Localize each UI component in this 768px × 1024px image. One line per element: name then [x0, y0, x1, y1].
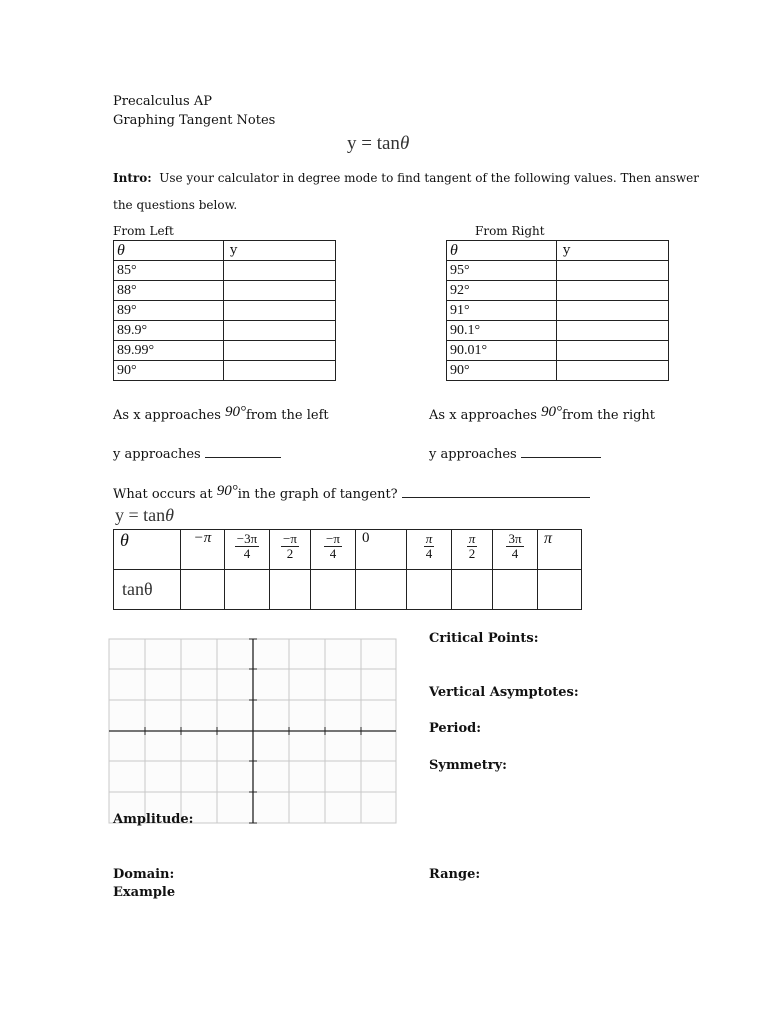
tan-row [114, 570, 582, 610]
frac-den: 2 [286, 546, 294, 561]
intro-line-1 [113, 171, 699, 185]
left-col-y: y [224, 241, 336, 261]
frac-den: 4 [329, 546, 337, 561]
course-title: Precalculus AP [113, 94, 212, 109]
right-theta-cell: 90° [447, 361, 557, 381]
left-limit-prefix: As x approaches [113, 408, 225, 423]
theta-col-3pi-4 [493, 530, 538, 570]
tan-row-label: tanθ [114, 570, 181, 610]
right-approaches-blank[interactable] [521, 445, 601, 458]
theta-col-neg-pi-4 [311, 530, 356, 570]
vertical-asymptotes-label: Vertical Asymptotes: [429, 685, 579, 700]
equation-var: θ [399, 133, 410, 154]
question-answer-blank[interactable] [402, 485, 590, 498]
left-y-cell[interactable] [224, 341, 336, 361]
question-prefix: What occurs at [113, 487, 217, 502]
right-col-y: y [557, 241, 669, 261]
right-approaches [429, 445, 601, 462]
frac-num: −π [326, 531, 340, 546]
left-y-cell[interactable] [224, 261, 336, 281]
theta-col-pi: π [538, 530, 582, 570]
question-suffix: in the graph of tangent? [237, 487, 398, 502]
main-equation [347, 133, 409, 155]
tan-value-cell[interactable] [452, 570, 493, 610]
frac-num: 3π [508, 531, 522, 546]
frac-num: −π [283, 531, 297, 546]
tan-value-cell[interactable] [181, 570, 225, 610]
left-theta-cell: 89.9° [114, 321, 224, 341]
example-label: Example [113, 885, 176, 900]
left-y-cell[interactable] [224, 361, 336, 381]
left-limit-statement [113, 404, 329, 424]
frac-den: 4 [511, 546, 519, 561]
frac-num: π [425, 531, 433, 546]
tan-value-cell[interactable] [538, 570, 582, 610]
right-y-cell[interactable] [557, 301, 669, 321]
right-y-cell[interactable] [557, 281, 669, 301]
theta-col-neg-pi: −π [181, 530, 225, 570]
right-y-cell[interactable] [557, 361, 669, 381]
right-theta-cell: 90.1° [447, 321, 557, 341]
left-approaches-label: y approaches [113, 447, 201, 462]
right-theta-cell: 95° [447, 261, 557, 281]
tan-value-cell[interactable] [270, 570, 311, 610]
domain-label: Domain: [113, 867, 175, 882]
left-theta-cell: 89.99° [114, 341, 224, 361]
tan-value-cell[interactable] [407, 570, 452, 610]
tan-value-cell[interactable] [356, 570, 407, 610]
left-y-cell[interactable] [224, 321, 336, 341]
question-value: 90° [216, 483, 238, 499]
right-y-cell[interactable] [557, 341, 669, 361]
right-values-table [446, 240, 669, 381]
theta-row-label: θ [114, 530, 181, 570]
tan-value-cell[interactable] [225, 570, 270, 610]
asymptote-question [113, 485, 590, 503]
equation-lhs: y = tan [347, 133, 400, 154]
right-y-cell[interactable] [557, 321, 669, 341]
theta-col-neg-3pi-4 [225, 530, 270, 570]
period-label: Period: [429, 721, 482, 736]
left-y-cell[interactable] [224, 281, 336, 301]
left-y-cell[interactable] [224, 301, 336, 321]
theta-row [114, 530, 582, 570]
symmetry-label: Symmetry: [429, 758, 507, 773]
right-limit-statement [429, 404, 656, 424]
left-theta-cell: 85° [114, 261, 224, 281]
intro-text-1: Use your calculator in degree mode to find tangent of the following values. Then answer [159, 171, 700, 185]
frac-num: −3π [236, 531, 258, 546]
frac-den: 4 [425, 546, 433, 561]
right-theta-cell: 90.01° [447, 341, 557, 361]
frac-den: 4 [243, 546, 251, 561]
right-limit-prefix: As x approaches [429, 408, 541, 423]
intro-line-2: the questions below. [113, 198, 238, 212]
theta-col-pi-4 [407, 530, 452, 570]
graph-grid[interactable] [106, 636, 398, 826]
left-theta-cell: 90° [114, 361, 224, 381]
left-theta-cell: 89° [114, 301, 224, 321]
right-limit-value: 90° [541, 404, 562, 420]
tangent-values-table [113, 529, 582, 610]
right-col-theta: θ [447, 241, 557, 261]
frac-num: π [468, 531, 476, 546]
unit-table-title [115, 505, 174, 526]
tan-value-cell[interactable] [493, 570, 538, 610]
unit-title-var: θ [165, 505, 174, 525]
theta-col-zero: 0 [356, 530, 407, 570]
right-y-cell[interactable] [557, 261, 669, 281]
left-values-table [113, 240, 336, 381]
left-approaches [113, 445, 281, 462]
right-theta-cell: 92° [447, 281, 557, 301]
tan-value-cell[interactable] [311, 570, 356, 610]
left-table-title: From Left [113, 224, 174, 238]
unit-title-lhs: y = tan [115, 505, 166, 525]
frac-den: 2 [468, 546, 476, 561]
left-col-theta: θ [114, 241, 224, 261]
right-limit-suffix: from the right [562, 408, 656, 423]
left-theta-cell: 88° [114, 281, 224, 301]
right-table-title: From Right [475, 224, 545, 238]
theta-col-pi-2 [452, 530, 493, 570]
page-title: Graphing Tangent Notes [113, 113, 276, 128]
right-approaches-label: y approaches [429, 447, 517, 462]
range-label: Range: [429, 867, 481, 882]
right-theta-cell: 91° [447, 301, 557, 321]
theta-col-neg-pi-2 [270, 530, 311, 570]
left-limit-value: 90° [225, 404, 246, 420]
intro-label: Intro: [113, 171, 152, 185]
left-approaches-blank[interactable] [205, 445, 281, 458]
critical-points-label: Critical Points: [429, 631, 539, 646]
amplitude-label: Amplitude: [113, 812, 194, 827]
left-limit-suffix: from the left [246, 408, 329, 423]
